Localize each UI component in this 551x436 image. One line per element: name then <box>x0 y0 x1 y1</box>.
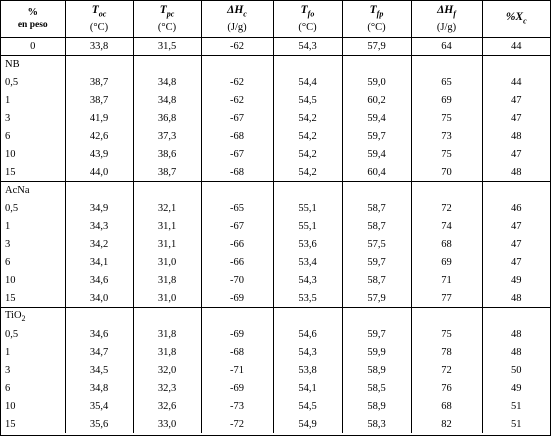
cell: 37,3 <box>133 127 201 145</box>
empty-cell <box>201 56 273 74</box>
header-cell-Tfp <box>342 1 411 38</box>
header-symbol: $\%X_c$ <box>505 10 527 26</box>
header-symbol: $T_{pc}$ <box>159 4 175 19</box>
table-row <box>1 397 550 415</box>
header-symbol: $\Delta H_f$ <box>437 4 456 19</box>
table-row <box>1 145 550 163</box>
cell-percent: 10 <box>5 148 16 160</box>
cell: 34,9 <box>65 199 133 217</box>
cell: 47 <box>482 235 550 253</box>
cell: 34,6 <box>65 325 133 343</box>
cell: 54,3 <box>273 271 342 289</box>
empty-cell <box>201 308 273 326</box>
cell: 59,9 <box>342 343 411 361</box>
header-unit: (J/g) <box>227 21 247 33</box>
header-percent-sub: en peso <box>17 20 48 30</box>
cell: 36,8 <box>133 109 201 127</box>
cell: 48 <box>482 289 550 308</box>
empty-cell <box>482 56 550 74</box>
cell-percent: 3 <box>5 238 11 250</box>
cell: 35,6 <box>65 415 133 433</box>
cell: 82 <box>411 415 482 433</box>
header-symbol: $\Delta H_c$ <box>227 4 247 19</box>
cell: 69 <box>411 253 482 271</box>
cell: 58,7 <box>342 271 411 289</box>
group-section <box>1 182 550 308</box>
cell: 54,1 <box>273 379 342 397</box>
table-row <box>1 289 550 308</box>
cell-percent: 0,5 <box>5 328 19 340</box>
cell: 54,5 <box>273 397 342 415</box>
header-cell-Tpc <box>133 1 201 38</box>
cell: 44,0 <box>65 163 133 182</box>
cell: -71 <box>201 361 273 379</box>
cell: -62 <box>201 73 273 91</box>
cell: 35,4 <box>65 397 133 415</box>
cell: 31,1 <box>133 235 201 253</box>
cell: 33,8 <box>65 38 133 56</box>
cell: 68 <box>411 235 482 253</box>
cell: 53,5 <box>273 289 342 308</box>
cell: 32,6 <box>133 397 201 415</box>
header-symbol: $T_{fo}$ <box>300 4 315 19</box>
cell: 50 <box>482 361 550 379</box>
cell: 58,7 <box>342 217 411 235</box>
cell: 34,1 <box>65 253 133 271</box>
cell: 38,6 <box>133 145 201 163</box>
cell: -68 <box>201 127 273 145</box>
cell: 34,6 <box>65 271 133 289</box>
cell: 47 <box>482 217 550 235</box>
empty-cell <box>342 182 411 200</box>
group-section <box>1 56 550 182</box>
cell-percent: 10 <box>5 274 16 286</box>
cell: 44 <box>482 73 550 91</box>
cell: 58,9 <box>342 397 411 415</box>
cell: 64 <box>411 38 482 56</box>
cell: 41,9 <box>65 109 133 127</box>
cell: -68 <box>201 343 273 361</box>
cell: 58,3 <box>342 415 411 433</box>
cell: 54,5 <box>273 91 342 109</box>
empty-cell <box>273 56 342 74</box>
table-row <box>1 343 550 361</box>
cell: 53,8 <box>273 361 342 379</box>
cell: 47 <box>482 109 550 127</box>
header-symbol: $T_{fp}$ <box>369 4 384 19</box>
cell: 74 <box>411 217 482 235</box>
empty-cell <box>65 308 133 326</box>
cell: 77 <box>411 289 482 308</box>
cell: 33,0 <box>133 415 201 433</box>
empty-cell <box>273 308 342 326</box>
header-unit: (°C) <box>298 21 317 33</box>
table-row <box>1 235 550 253</box>
group-label: TiO$_2$ <box>5 309 26 324</box>
cell: 58,5 <box>342 379 411 397</box>
cell: 31,0 <box>133 253 201 271</box>
cell: 54,3 <box>273 343 342 361</box>
cell: 59,7 <box>342 253 411 271</box>
cell: 34,5 <box>65 361 133 379</box>
cell: 38,7 <box>65 91 133 109</box>
cell: 59,0 <box>342 73 411 91</box>
cell-percent: 6 <box>5 130 11 142</box>
cell: 57,9 <box>342 289 411 308</box>
cell-percent: 3 <box>5 364 11 376</box>
table-row <box>1 253 550 271</box>
cell: 47 <box>482 91 550 109</box>
cell: -69 <box>201 325 273 343</box>
cell: 34,0 <box>65 289 133 308</box>
cell: 57,5 <box>342 235 411 253</box>
cell: 54,2 <box>273 127 342 145</box>
cell: -72 <box>201 415 273 433</box>
cell: 31,0 <box>133 289 201 308</box>
cell-percent: 15 <box>5 166 16 178</box>
table-row <box>1 415 550 433</box>
cell: 51 <box>482 415 550 433</box>
empty-cell <box>133 182 201 200</box>
cell: 32,3 <box>133 379 201 397</box>
cell: 31,8 <box>133 343 201 361</box>
cell: 34,7 <box>65 343 133 361</box>
header-cell-dHc <box>201 1 273 38</box>
cell: 0 <box>30 41 36 52</box>
cell: 31,8 <box>133 325 201 343</box>
cell: 34,8 <box>65 379 133 397</box>
header-percent: % <box>27 7 38 18</box>
cell: 32,1 <box>133 199 201 217</box>
group-header-row <box>1 56 550 74</box>
header-cell-Xc <box>482 1 550 38</box>
table-row <box>1 217 550 235</box>
table-row <box>1 271 550 289</box>
cell: 59,4 <box>342 109 411 127</box>
cell: 76 <box>411 379 482 397</box>
cell: 53,6 <box>273 235 342 253</box>
cell: 48 <box>482 127 550 145</box>
cell-percent: 0,5 <box>5 76 19 88</box>
cell: 72 <box>411 361 482 379</box>
cell: 34,8 <box>133 91 201 109</box>
cell: 38,7 <box>133 163 201 182</box>
cell: 34,2 <box>65 235 133 253</box>
cell: 31,5 <box>133 38 201 56</box>
cell: -68 <box>201 163 273 182</box>
table-row <box>1 361 550 379</box>
cell: 57,9 <box>342 38 411 56</box>
cell: 32,0 <box>133 361 201 379</box>
cell-percent: 15 <box>5 418 16 430</box>
cell: 55,1 <box>273 199 342 217</box>
table-row <box>1 325 550 343</box>
cell: 72 <box>411 199 482 217</box>
group-label: AcNa <box>5 185 30 196</box>
cell-percent: 3 <box>5 112 11 124</box>
header-unit: (°C) <box>157 21 177 33</box>
cell: 73 <box>411 127 482 145</box>
cell: 75 <box>411 109 482 127</box>
cell: 78 <box>411 343 482 361</box>
header-unit: (°C) <box>367 21 386 33</box>
empty-cell <box>273 182 342 200</box>
cell: 31,8 <box>133 271 201 289</box>
table-row <box>1 109 550 127</box>
header-cell-Tfo <box>273 1 342 38</box>
empty-cell <box>411 182 482 200</box>
table-row <box>1 91 550 109</box>
cell: 47 <box>482 145 550 163</box>
empty-cell <box>65 56 133 74</box>
cell: 60,4 <box>342 163 411 182</box>
empty-cell <box>482 308 550 326</box>
empty-cell <box>482 182 550 200</box>
cell: -66 <box>201 253 273 271</box>
cell: 49 <box>482 379 550 397</box>
empty-cell <box>342 56 411 74</box>
cell: 54,4 <box>273 73 342 91</box>
empty-cell <box>133 56 201 74</box>
cell: 54,2 <box>273 145 342 163</box>
cell: 48 <box>482 325 550 343</box>
cell-percent: 1 <box>5 220 11 232</box>
base-section <box>1 38 550 56</box>
cell: -62 <box>201 91 273 109</box>
empty-cell <box>411 56 482 74</box>
cell: -69 <box>201 289 273 308</box>
table-row <box>1 163 550 182</box>
table-row <box>1 73 550 91</box>
cell: 54,3 <box>273 38 342 56</box>
cell: 68 <box>411 397 482 415</box>
cell: 55,1 <box>273 217 342 235</box>
cell-percent: 6 <box>5 382 11 394</box>
cell: 54,2 <box>273 109 342 127</box>
cell: 59,7 <box>342 127 411 145</box>
empty-cell <box>342 308 411 326</box>
cell: 44 <box>482 38 550 56</box>
cell: 42,6 <box>65 127 133 145</box>
cell: 58,7 <box>342 199 411 217</box>
cell-percent: 10 <box>5 400 16 412</box>
cell: -62 <box>201 38 273 56</box>
cell-percent: 1 <box>5 346 11 358</box>
cell-percent: 1 <box>5 94 11 106</box>
cell-percent: 15 <box>5 292 16 304</box>
header-cell-Toc <box>65 1 133 38</box>
cell: 47 <box>482 253 550 271</box>
empty-cell <box>201 182 273 200</box>
cell: 54,9 <box>273 415 342 433</box>
group-header-row <box>1 308 550 326</box>
cell: 65 <box>411 73 482 91</box>
cell: 58,9 <box>342 361 411 379</box>
group-label: NB <box>5 59 20 70</box>
cell: 70 <box>411 163 482 182</box>
header-cell-composition <box>1 1 65 38</box>
cell: 49 <box>482 271 550 289</box>
header-unit: (°C) <box>89 21 109 33</box>
cell: 60,2 <box>342 91 411 109</box>
cell: -66 <box>201 235 273 253</box>
base-row <box>1 38 550 56</box>
empty-cell <box>133 308 201 326</box>
table-row <box>1 379 550 397</box>
cell: 53,4 <box>273 253 342 271</box>
cell: -73 <box>201 397 273 415</box>
table-row <box>1 199 550 217</box>
cell: 46 <box>482 199 550 217</box>
cell: 59,7 <box>342 325 411 343</box>
cell: 59,4 <box>342 145 411 163</box>
cell: 75 <box>411 325 482 343</box>
group-section <box>1 308 550 434</box>
cell: 31,1 <box>133 217 201 235</box>
cell: -67 <box>201 145 273 163</box>
cell: 48 <box>482 343 550 361</box>
table-header <box>1 1 550 38</box>
group-header-row <box>1 182 550 200</box>
cell-percent: 6 <box>5 256 11 268</box>
cell: 43,9 <box>65 145 133 163</box>
header-unit: (J/g) <box>436 21 457 33</box>
cell: 54,2 <box>273 163 342 182</box>
cell: -70 <box>201 271 273 289</box>
cell: -65 <box>201 199 273 217</box>
cell: -69 <box>201 379 273 397</box>
cell: 38,7 <box>65 73 133 91</box>
cell: 71 <box>411 271 482 289</box>
cell-percent: 0,5 <box>5 202 19 214</box>
cell: 34,3 <box>65 217 133 235</box>
cell: 75 <box>411 145 482 163</box>
header-symbol: $T_{oc}$ <box>91 4 107 19</box>
cell: 54,6 <box>273 325 342 343</box>
cell: 34,8 <box>133 73 201 91</box>
cell: 48 <box>482 163 550 182</box>
cell: -67 <box>201 217 273 235</box>
empty-cell <box>65 182 133 200</box>
empty-cell <box>411 308 482 326</box>
data-table <box>1 1 550 433</box>
header-cell-dHf <box>411 1 482 38</box>
cell: 69 <box>411 91 482 109</box>
table-row <box>1 127 550 145</box>
cell: -67 <box>201 109 273 127</box>
cell: 51 <box>482 397 550 415</box>
